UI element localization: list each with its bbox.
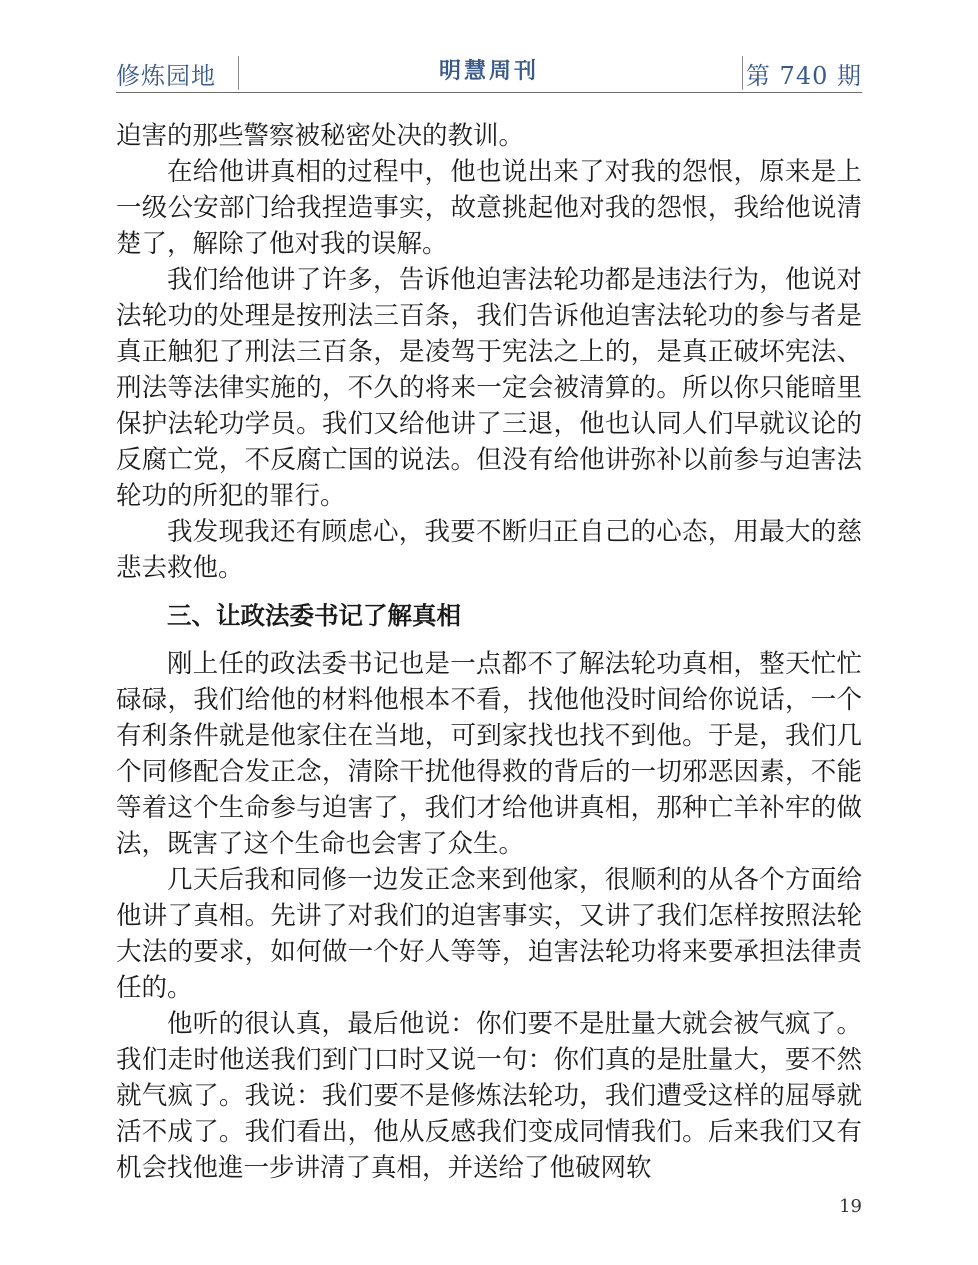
article-body — [116, 118, 862, 1186]
header-divider-right — [742, 56, 743, 90]
issue-number: 第 740 期 — [745, 62, 862, 90]
page-number: 19 — [839, 1196, 862, 1217]
paragraph: 刚上任的政法委书记也是一点都不了解法轮功真相，整天忙忙碌碌，我们给他的材料他根本不看，找他他没时间给你说话，一个有利条件就是他家住在当地，可到家找也找不到他。于是，我们几个同修配合发正念，清除干扰他得救的背后的一切邪恶因素，不能等着这个生命参与迫害了，我们才给他讲真相，那种亡羊补牢的做法，既害了这个生命也会害了众生。 — [116, 649, 862, 859]
publication-title: 明慧周刊 — [438, 59, 539, 84]
paragraph: 我们给他讲了许多，告诉他迫害法轮功都是违法行为，他说对法轮功的处理是按刑法三百条，我们告诉他迫害法轮功的参与者是真正触犯了刑法三百条，是凌驾于宪法之上的，是真正破坏宪法、刑法等法律实施的，不久的将来一定会被清算的。所以你只能暗里保护法轮功学员。我们又给他讲了三退，他也认同人们早就议论的反腐亡党，不反腐亡国的说法。但没有给他讲弥补以前参与迫害法轮功的所犯的罪行。 — [116, 265, 862, 511]
paragraph: 他听的很认真，最后他说：你们要不是肚量大就会被气疯了。我们走时他送我们到门口时又说一句：你们真的是肚量大，要不然就气疯了。我说：我们要不是修炼法轮功，我们遭受这样的屈辱就活不成了。我们看出，他从反感我们变成同情我们。后来我们又有机会找他進一步讲清了真相，并送给了他破网软 — [116, 1009, 862, 1183]
paragraph: 几天后我和同修一边发正念来到他家，很顺利的从各个方面给他讲了真相。先讲了对我们的迫害事实，又讲了我们怎样按照法轮大法的要求，如何做一个好人等等，迫害法轮功将来要承担法律责任的。 — [116, 865, 862, 1003]
paragraph: 在给他讲真相的过程中，他也说出来了对我的怨恨，原来是上一级公安部门给我捏造事实，故意挑起他对我的怨恨，我给他说清楚了，解除了他对我的误解。 — [116, 157, 862, 259]
section-heading: 三、让政法委书记了解真相 — [167, 601, 461, 630]
paragraph: 我发现我还有顾虑心，我要不断归正自己的心态，用最大的慈悲去救他。 — [116, 517, 862, 583]
section-title: 修炼园地 — [116, 62, 216, 90]
paragraph: 迫害的那些警察被秘密处决的教训。 — [116, 121, 525, 151]
page-header — [116, 50, 862, 93]
